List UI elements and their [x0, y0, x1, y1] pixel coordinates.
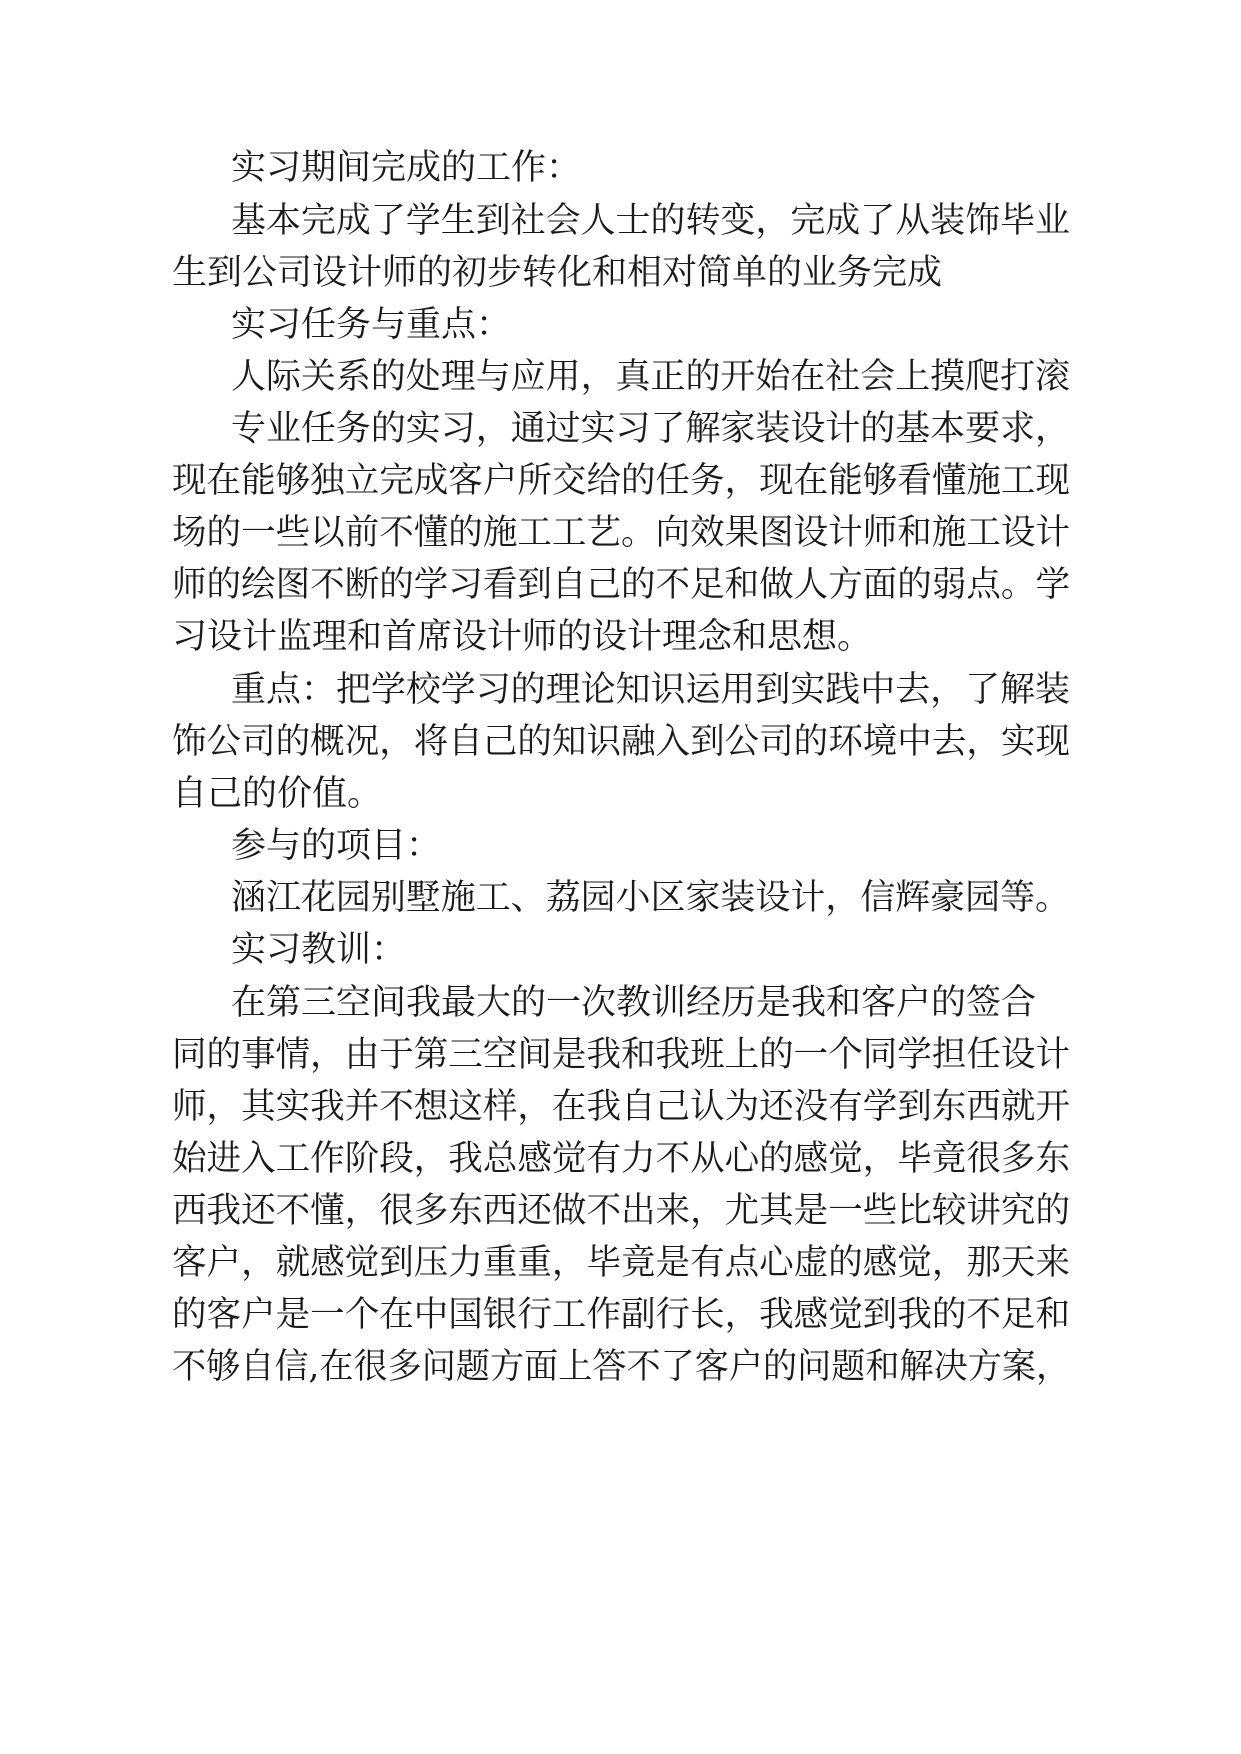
- paragraph-line: 始进入工作阶段，我总感觉有力不从心的感觉，毕竟很多东: [172, 1139, 1071, 1179]
- paragraph-line: 生到公司设计师的初步转化和相对简单的业务完成: [172, 253, 943, 293]
- paragraph-line: 师的绘图不断的学习看到自己的不足和做人方面的弱点。学: [172, 565, 1071, 605]
- paragraph-line: 重点：把学校学习的理论知识运用到实践中去，了解装: [231, 670, 1071, 710]
- paragraph-line: 饰公司的概况，将自己的知识融入到公司的环境中去，实现: [172, 722, 1071, 762]
- paragraph-line: 习设计监理和首席设计师的设计理念和思想。: [172, 617, 873, 657]
- paragraph-line: 场的一些以前不懂的施工工艺。向效果图设计师和施工设计: [172, 513, 1071, 553]
- paragraph-line: 专业任务的实习，通过实习了解家装设计的基本要求，: [231, 409, 1071, 449]
- section-heading-projects: 参与的项目：: [231, 826, 442, 866]
- paragraph-line: 在第三空间我最大的一次教训经历是我和客户的签合: [231, 983, 1037, 1023]
- paragraph-line: 人际关系的处理与应用，真正的开始在社会上摸爬打滚: [231, 357, 1071, 397]
- paragraph-line: 自己的价值。: [172, 774, 383, 814]
- section-heading-work-completed: 实习期间完成的工作：: [231, 148, 582, 188]
- paragraph-line: 不够自信,在很多问题方面上答不了客户的问题和解决方案，: [172, 1347, 1071, 1387]
- paragraph-line: 西我还不懂，很多东西还做不出来，尤其是一些比较讲究的: [172, 1191, 1071, 1231]
- paragraph-line: 同的事情，由于第三空间是我和我班上的一个同学担任设计: [172, 1035, 1071, 1075]
- section-heading-lessons: 实习教训：: [231, 930, 407, 970]
- paragraph-line: 涵江花园别墅施工、荔园小区家装设计，信辉豪园等。: [231, 878, 1071, 918]
- paragraph-line: 客户，就感觉到压力重重，毕竟是有点心虚的感觉，那天来: [172, 1243, 1071, 1283]
- paragraph-line: 师，其实我并不想这样，在我自己认为还没有学到东西就开: [172, 1087, 1071, 1127]
- paragraph-line: 的客户是一个在中国银行工作副行长，我感觉到我的不足和: [172, 1295, 1071, 1335]
- paragraph-line: 基本完成了学生到社会人士的转变，完成了从装饰毕业: [231, 201, 1071, 241]
- paragraph-line: 现在能够独立完成客户所交给的任务，现在能够看懂施工现: [172, 461, 1071, 501]
- section-heading-tasks: 实习任务与重点：: [231, 305, 512, 345]
